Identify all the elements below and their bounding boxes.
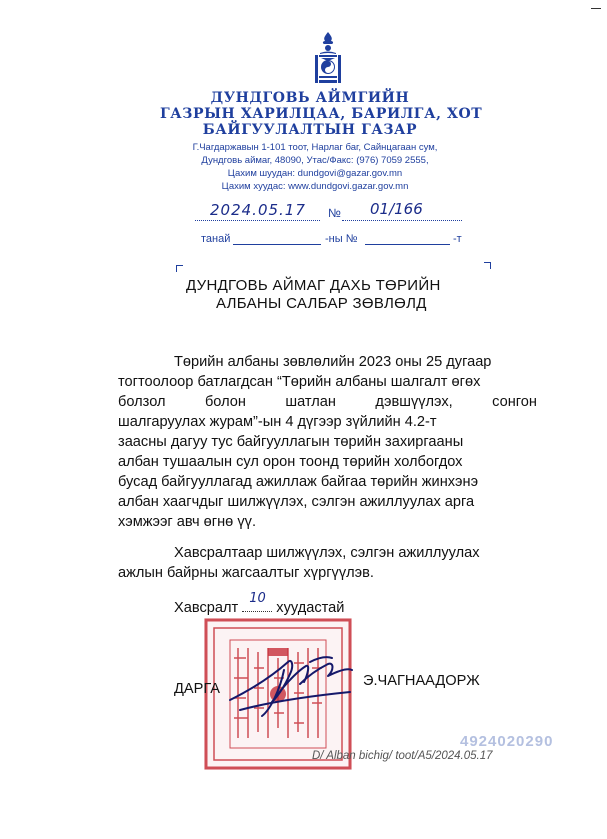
signer-name: Э.ЧАГНААДОРЖ: [363, 673, 480, 689]
recipient-line2: АЛБАНЫ САЛБАР ЗӨВЛӨЛД: [216, 295, 427, 312]
reply-number-blank: [365, 244, 450, 245]
para1-line5: заасны дагуу тус байгууллагын төрийн захиргааны: [118, 434, 464, 450]
para1-line8: албан хаагчдыг шилжүүлэх, сэлгэн ажиллуулах арга: [118, 494, 475, 510]
handwritten-signature-icon: [210, 640, 380, 720]
reply-no-label: -ны №: [325, 233, 358, 245]
attachment-count: 10: [249, 591, 266, 606]
email-line: Цахим шуудан: dundgovi@gazar.gov.mn: [227, 168, 403, 179]
attachment-prefix: Хавсралт: [174, 600, 239, 616]
date-number-row: [190, 200, 470, 222]
number-underline: [342, 220, 462, 221]
address-line1: Г.Чагдаржавын 1-101 тоот, Нарлаг баг, Сайнцагаан сум,: [192, 142, 438, 153]
soyombo-emblem-icon: [310, 30, 346, 86]
bracket-top-right: [484, 262, 491, 269]
para1-line4: шалгаруулах журам”-ын 4 дүгээр зүйлийн 4.2-т: [118, 414, 437, 430]
corner-mark: [591, 8, 601, 9]
date-handwritten: 2024.05.17: [210, 201, 306, 219]
attachment-dots: [242, 591, 272, 612]
reply-suffix: -т: [453, 233, 462, 245]
org-name-line1: ДУНДГОВЬ АЙМГИЙН: [210, 90, 410, 106]
file-reference: D/ Alban bichig/ toot/A5/2024.05.17: [312, 750, 493, 762]
signer-title: ДАРГА: [174, 681, 221, 697]
recipient-line1: ДУНДГОВЬ АЙМАГ ДАХЬ ТӨРИЙН: [186, 277, 441, 294]
stamp-number: 4924020290: [460, 733, 554, 750]
org-name-line3: БАЙГУУЛАЛТЫН ГАЗАР: [202, 122, 418, 138]
website-line: Цахим хуудас: www.dundgovi.gazar.gov.mn: [221, 181, 409, 192]
org-name-line2: ГАЗРЫН ХАРИЛЦАА, БАРИЛГА, ХОТ: [160, 106, 483, 122]
number-handwritten: 01/166: [370, 200, 423, 218]
para1-line6: албан тушаалын сул орон тоонд төрийн холбогдох: [118, 454, 463, 470]
para1-line9: хэмжээг авч өгнө үү.: [118, 514, 256, 530]
para1-line1: Төрийн албаны зөвлөлийн 2023 оны 25 дугаар: [174, 354, 492, 370]
attachment-suffix: хуудастай: [276, 600, 345, 616]
number-label: №: [328, 206, 341, 220]
date-underline: [195, 220, 320, 221]
para2-line2: ажлын байрны жагсаалтыг хүргүүлэв.: [118, 565, 374, 581]
para1-line3: болзол болон шатлан дэвшүүлэх, сонгон: [118, 394, 537, 410]
reply-date-blank: [233, 244, 321, 245]
para2-line1: Хавсралтаар шилжүүлэх, сэлгэн ажиллуулах: [174, 545, 480, 561]
address-line2: Дундговь аймаг, 48090, Утас/Факс: (976) 7059 2555,: [201, 155, 429, 166]
attachment-line: [174, 591, 345, 616]
reply-to-label: танай: [201, 233, 231, 245]
reply-row: [195, 232, 475, 248]
para1-line2: тогтоолоор батлагдсан “Төрийн албаны шалгалт өгөх: [118, 374, 481, 390]
para1-line7: бусад байгууллагад ажиллаж байгаа төрийн жинхэнэ: [118, 474, 479, 490]
bracket-top-left: [176, 265, 183, 272]
